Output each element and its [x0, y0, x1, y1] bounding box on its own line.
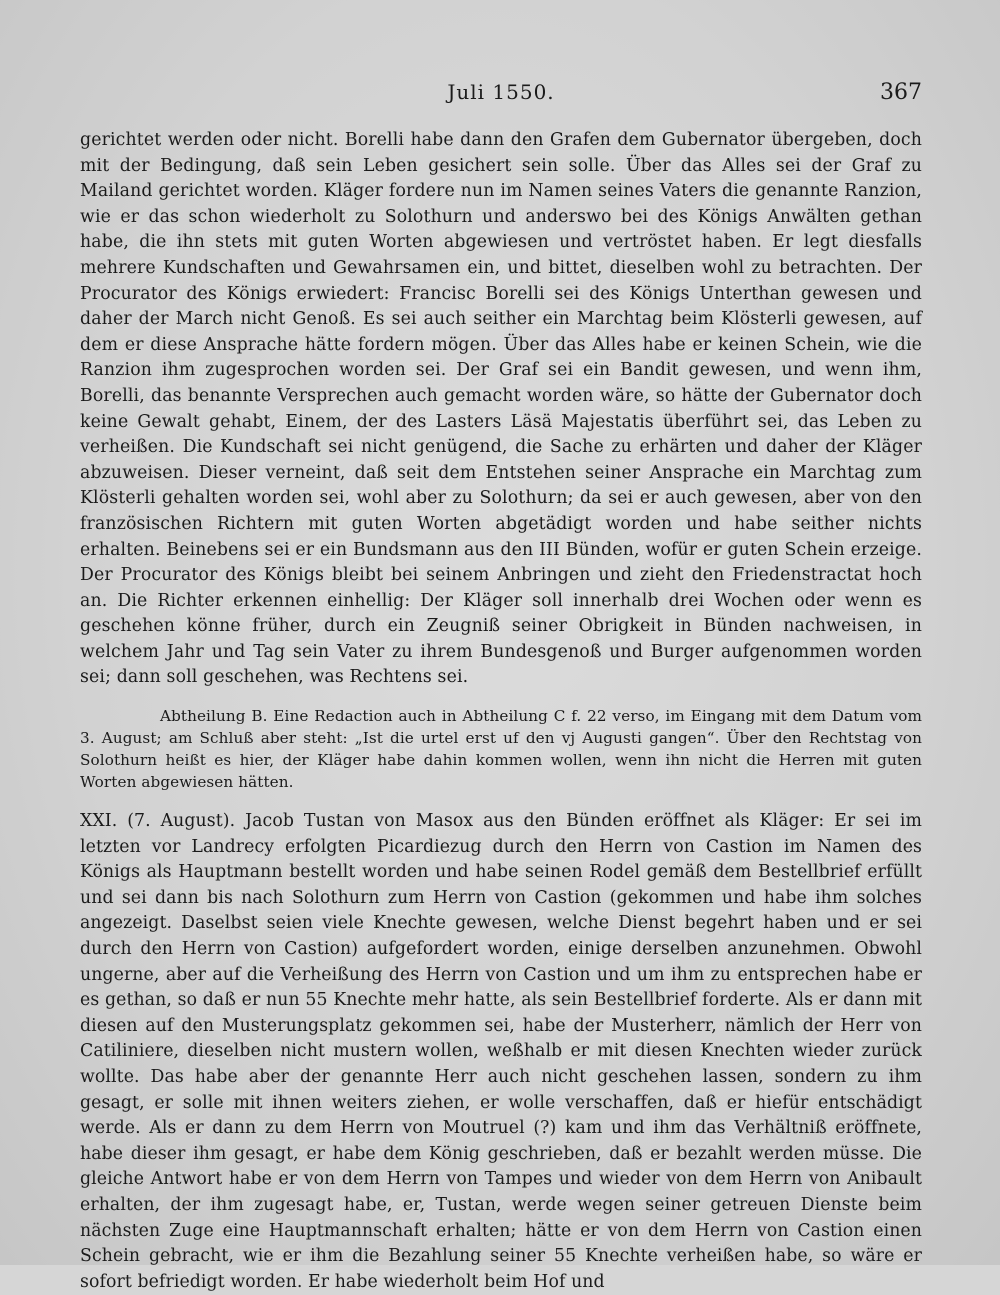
entry-paragraph: [80, 809, 922, 1295]
page-number: 367: [880, 80, 922, 105]
entry-text: Jacob Tustan von Masox aus den Bünden eröffnet als Kläger: Er sei im letzten vor Landrecy erfolgten Picardiezug durch den Herrn von Castion im Namen des Königs als Hauptmann bestellt worden und habe seinen Rodel gemäß dem Bestellbrief erfüllt und sei dann bis nach Solothurn zum Herrn von Castion (gekommen und habe ihm solches angezeigt. Daselbst seien viele Knechte gewesen, welche Dienst begehrt haben und er sei durch den Herrn von Castion) aufgefordert worden, einige derselben anzunehmen. Obwohl ungerne, aber auf die Verheißung des Herrn von Castion und um ihm zu entsprechen habe er es gethan, so daß er nun 55 Knechte mehr hatte, als sein Bestellbrief forderte. Als er dann mit diesen auf den Musterungsplatz gekommen sei, habe der Musterherr, nämlich der Herr von Catiliniere, dieselben nicht mustern wollen, weßhalb er mit diesen Knechten wieder zurück wollte. Das habe aber der genannte Herr auch nicht geschehen lassen, sondern zu ihm gesagt, er solle mit ihnen weiters ziehen, er wolle verschaffen, daß er hiefür entschädigt werde. Als er dann zu dem Herrn von Moutruel (?) kam und ihm das Verhältniß eröffnete, habe dieser ihm gesagt, er habe dem König geschrieben, daß er bezahlt werden müsse. Die gleiche Antwort habe er von dem Herrn von Tampes und wieder von dem Herrn von Anibault erhalten, der ihm zugesagt habe, er, Tustan, werde wegen seiner getreuen Dienste beim nächsten Zuge eine Hauptmannschaft erhalten; hätte er von dem Herrn von Castion einen Schein gebracht, wie er ihm die Bezahlung seiner 55 Knechte verheißen habe, so wäre er sofort befriedigt worden. Er habe wiederholt beim Hof und: [80, 811, 923, 1292]
entry-number: XXI. (7. August).: [80, 811, 236, 832]
page-body: [80, 128, 922, 1295]
page-header: [80, 80, 922, 114]
editorial-note: Abtheilung B. Eine Redaction auch in Abtheilung C f. 22 verso, im Eingang mit dem Datum vom 3. August; am Schluß aber steht: „Ist die urtel erst uf den vj Augusti gangen“. Über den Rechtstag von Solothurn heißt es hier, der Kläger habe dahin kommen wollen, wenn ihn nicht die Herren mit guten Worten abgewiesen hätten.: [80, 707, 922, 792]
main-paragraph: gerichtet werden oder nicht. Borelli habe dann den Grafen dem Gubernator übergeben, doch mit der Bedingung, daß sein Leben gesichert sein solle. Über das Alles sei der Graf zu Mailand gerichtet worden. Kläger fordere nun im Namen seines Vaters die genannte Ranzion, wie er das schon wiederholt zu Solothurn und anderswo bei des Königs Anwälten gethan habe, die ihn stets mit guten Worten abgewiesen und vertröstet haben. Er legt diesfalls mehrere Kundschaften und Gewahrsamen ein, und bittet, dieselben wohl zu betrachten. Der Procurator des Königs erwiedert: Francisc Borelli sei des Königs Unterthan gewesen und daher der March nicht Genoß. Es sei auch seither ein Marchtag beim Klösterli gewesen, auf dem er diese Ansprache hätte fordern mögen. Über das Alles habe er keinen Schein, wie die Ranzion ihm zugesprochen worden sei. Der Graf sei ein Bandit gewesen, und wenn ihm, Borelli, das benannte Versprechen auch gemacht worden wäre, so hätte der Gubernator doch keine Gewalt gehabt, Einem, der des Lasters Läsä Majestatis überführt sei, das Leben zu verheißen. Die Kundschaft sei nicht genügend, die Sache zu erhärten und daher der Kläger abzuweisen. Dieser verneint, daß seit dem Entstehen seiner Ansprache ein Marchtag zum Klösterli gehalten worden sei, wohl aber zu Solothurn; da sei er auch gewesen, aber von den französischen Richtern mit guten Worten abgetädigt worden und habe seither nichts erhalten. Beinebens sei er ein Bundsmann aus den III Bünden, wofür er guten Schein erzeige. Der Procurator des Königs bleibt bei seinem Anbringen und zieht den Friedenstractat hoch an. Die Richter erkennen einhellig: Der Kläger soll innerhalb drei Wochen oder wenn es geschehen könne früher, durch ein Zeugniß seiner Obrigkeit in Bünden nachweisen, in welchem Jahr und Tag sein Vater zu ihrem Bundesgenoß und Burger aufgenommen worden sei; dann soll geschehen, was Rechtens sei.: [80, 130, 922, 688]
running-head: Juli 1550.: [447, 80, 555, 104]
